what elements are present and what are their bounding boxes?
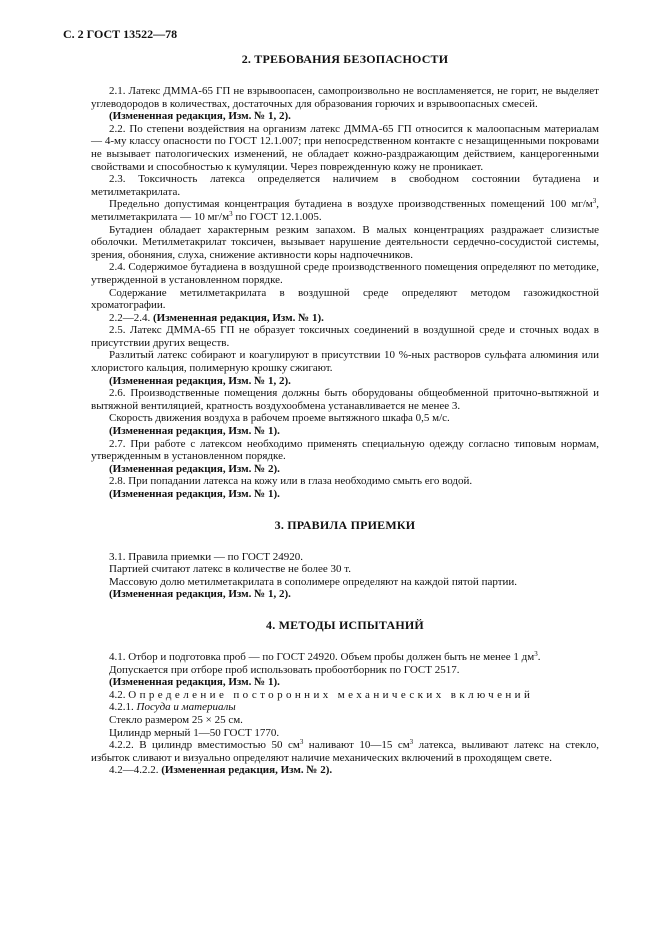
clause-3-1: 3.1. Правила приемки — по ГОСТ 24920. xyxy=(109,550,303,563)
amendment-note-2-2-2-4: 2.2—2.4. (Измененная редакция, Изм. № 1). xyxy=(109,311,324,324)
document-body xyxy=(91,52,599,777)
clause-4-2: 4.2. Определение посторонних механических включений xyxy=(109,688,534,701)
clause-2-6-airspeed: Скорость движения воздуха в рабочем проеме вытяжного шкафа 0,5 м/с. xyxy=(109,412,450,425)
clause-2-1: 2.1. Латекс ДММА-65 ГП не взрывоопасен, самопроизвольно не воспламеняется, не горит, не выделяет углеводородов в количествах, достаточных для образования горючих и взрывоопасных смесей. xyxy=(91,85,599,110)
amendment-note-4-2: 4.2—4.2.2. (Измененная редакция, Изм. № 2). xyxy=(109,764,333,777)
clause-2-5-spill: Разлитый латекс собирают и коагулируют в присутствии 10 %-ных растворов сульфата алюминия или хлористого кальция, полимерную крошку сжигают. xyxy=(91,349,599,375)
clause-2-4: 2.4. Содержимое бутадиена в воздушной среде производственного помещения определяют по методике, утвержденной в установленном порядке. xyxy=(91,261,599,286)
clause-2-7: 2.7. При работе с латексом необходимо применять специальную одежду согласно типовым нормам, утвержденным в установленном порядке. xyxy=(91,437,599,463)
clause-2-6: 2.6. Производственные помещения должны быть оборудованы общеобменной приточно-вытяжной и вытяжной вентиляцией, кратность воздухообмена устанавливается не менее 3. xyxy=(91,387,599,412)
clause-4-2-2: 4.2.2. В цилиндр вместимостью 50 $см^3$ наливают 10—15 $см^3$ латекса, выливают латекс на стекло, избыток сливают и визуально определяют наличие механических включений в проходящем свете. xyxy=(91,738,599,764)
clause-2-8: 2.8. При попадании латекса на кожу или в глаза необходимо смыть его водой. xyxy=(109,475,473,488)
clause-4-2-1-cylinder: Цилиндр мерный 1—50 ГОСТ 1770. xyxy=(109,726,280,739)
amendment-note-4-1: (Измененная редакция, Изм. № 1). xyxy=(109,676,280,689)
clause-2-3-limits: Предельно допустимая концентрация бутадиена в воздухе производственных помещений 100 $мг/м^3$, метилметакрилата — 10 $мг/м^3$ по ГОСТ 12.1.005. xyxy=(91,197,599,223)
section-4-title: 4. МЕТОДЫ ИСПЫТАНИЙ xyxy=(266,617,424,632)
amendment-note-3-1: (Измененная редакция, Изм. № 1, 2). xyxy=(109,588,291,601)
amendment-note-2-6: (Измененная редакция, Изм. № 1). xyxy=(109,425,280,438)
clause-4-2-1-glass: Стекло размером 25 × 25 см. xyxy=(109,713,243,726)
clause-2-3: 2.3. Токсичность латекса определяется наличием в свободном состоянии бутадиена и метилметакрилата. xyxy=(91,173,599,198)
amendment-note-2-1: (Измененная редакция, Изм. № 1, 2). xyxy=(109,110,291,123)
amendment-note-2-5: (Измененная редакция, Изм. № 1, 2). xyxy=(109,374,291,387)
section-2-title: 2. ТРЕБОВАНИЯ БЕЗОПАСНОСТИ xyxy=(241,52,449,66)
clause-4-2-1: 4.2.1. Посуда и материалы xyxy=(109,701,236,714)
clause-3-1-batch: Партией считают латекс в количестве не более 30 т. xyxy=(109,563,351,576)
clause-2-5: 2.5. Латекс ДММА-65 ГП не образует токсичных соединений в воздушной среде и сточных водах в присутствии других веществ. xyxy=(91,324,599,349)
amendment-note-2-8: (Измененная редакция, Изм. № 1). xyxy=(109,488,280,500)
running-header: С. 2 ГОСТ 13522—78 xyxy=(63,27,178,41)
section-3-title: 3. ПРАВИЛА ПРИЕМКИ xyxy=(274,517,416,532)
amendment-note-2-7: (Измененная редакция, Изм. № 2). xyxy=(109,462,280,475)
clause-2-2: 2.2. По степени воздействия на организм латекс ДММА-65 ГП относится к малоопасным материалам — 4-му классу опасности по ГОСТ 12.1.007; при непосредственном контакте с незащищенными покровами не вызывает патологических изменений, не обладает кожно-раздражающим действием, канцерогенными свойствами и способностью к кумуляции. Через поврежденную кожу не проникает. xyxy=(91,122,599,173)
clause-4-1: 4.1. Отбор и подготовка проб — по ГОСТ 24920. Объем пробы должен быть не менее 1 $дм^3$. xyxy=(109,649,541,663)
clause-2-3-effects: Бутадиен обладает характерным резким запахом. В малых концентрациях раздражает слизистые оболочки. Метилметакрилат токсичен, вызывает нарушение деятельности сердечно-сосудистой системы, зрения, обоняния, слуха, снижение активности коры надпочечников. xyxy=(91,223,599,261)
clause-3-1-fraction: Массовую долю метилметакрилата в сополимере определяют на каждой пятой партии. xyxy=(109,575,518,588)
clause-4-1-sampler: Допускается при отборе проб использовать пробоотборник по ГОСТ 2517. xyxy=(109,663,460,676)
clause-2-4-chromatography: Содержание метилметакрилата в воздушной среде определяют методом газожидкостной хроматографии. xyxy=(91,286,599,312)
